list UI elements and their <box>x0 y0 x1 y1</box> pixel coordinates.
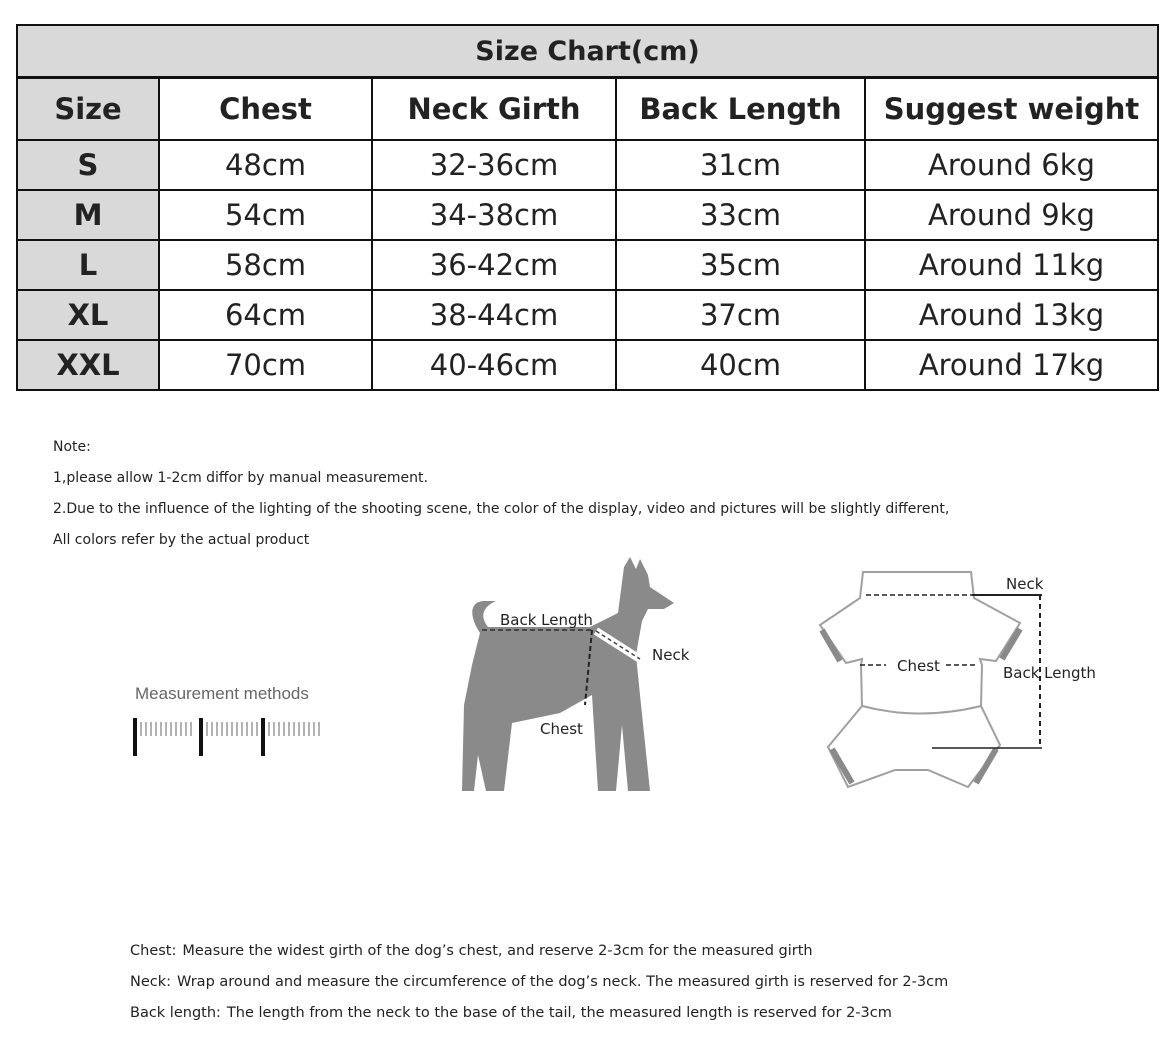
note-item: 1,please allow 1-2cm diffor by manual measurement. <box>53 470 428 486</box>
cell-neck-girth: 36-42cm <box>372 240 616 290</box>
definition-chest <box>130 936 948 967</box>
header-neck-girth: Neck Girth <box>372 78 616 141</box>
header-suggest-weight: Suggest weight <box>865 78 1158 141</box>
header-chest: Chest <box>159 78 372 141</box>
garment-diagram <box>800 565 1120 800</box>
table-row <box>17 340 1158 390</box>
garment-chest-label: Chest <box>897 657 940 675</box>
cell-size: XL <box>17 290 159 340</box>
definition-term: Back length: <box>130 1005 221 1021</box>
cell-chest: 58cm <box>159 240 372 290</box>
garment-back-length-label: Back Length <box>1003 664 1096 682</box>
cell-back-length: 31cm <box>616 140 865 190</box>
cell-size: L <box>17 240 159 290</box>
cell-back-length: 37cm <box>616 290 865 340</box>
size-chart-table <box>16 24 1159 391</box>
cell-suggest-weight: Around 17kg <box>865 340 1158 390</box>
definition-text: Wrap around and measure the circumference of the dog’s neck. The measured girth is reserved for 2-3cm <box>177 974 949 990</box>
measurement-definitions <box>130 936 948 1029</box>
cell-suggest-weight: Around 9kg <box>865 190 1158 240</box>
measurement-methods-label: Measurement methods <box>135 684 309 703</box>
cell-size: M <box>17 190 159 240</box>
cell-neck-girth: 34-38cm <box>372 190 616 240</box>
dog-chest-label: Chest <box>540 720 583 738</box>
cell-suggest-weight: Around 11kg <box>865 240 1158 290</box>
definition-term: Chest: <box>130 943 177 959</box>
note-item: 2.Due to the influence of the lighting of the shooting scene, the color of the display, video and pictures will be slightly different, <box>53 501 950 517</box>
cell-neck-girth: 32-36cm <box>372 140 616 190</box>
cell-neck-girth: 40-46cm <box>372 340 616 390</box>
cell-chest: 48cm <box>159 140 372 190</box>
table-header-row <box>17 78 1158 141</box>
table-row <box>17 190 1158 240</box>
cell-chest: 64cm <box>159 290 372 340</box>
dog-neck-label: Neck <box>652 646 690 664</box>
cell-suggest-weight: Around 6kg <box>865 140 1158 190</box>
definition-text: Measure the widest girth of the dog’s chest, and reserve 2-3cm for the measured girth <box>182 943 813 959</box>
cell-size: S <box>17 140 159 190</box>
cell-chest: 54cm <box>159 190 372 240</box>
cell-neck-girth: 38-44cm <box>372 290 616 340</box>
table-row <box>17 140 1158 190</box>
cell-chest: 70cm <box>159 340 372 390</box>
note-item: All colors refer by the actual product <box>53 532 310 548</box>
cell-back-length: 40cm <box>616 340 865 390</box>
header-back-length: Back Length <box>616 78 865 141</box>
definition-term: Neck: <box>130 974 172 990</box>
dog-diagram <box>440 555 720 800</box>
definition-text: The length from the neck to the base of the tail, the measured length is reserved for 2-3cm <box>226 1005 892 1021</box>
cell-back-length: 35cm <box>616 240 865 290</box>
ruler-icon <box>133 718 333 760</box>
table-row <box>17 290 1158 340</box>
garment-neck-label: Neck <box>1006 575 1044 593</box>
notes-heading: Note: <box>53 439 91 455</box>
header-size: Size <box>17 78 159 141</box>
definition-neck <box>130 967 948 998</box>
size-chart-title: Size Chart(cm) <box>17 25 1158 78</box>
dog-back-length-label: Back Length <box>500 611 593 629</box>
cell-suggest-weight: Around 13kg <box>865 290 1158 340</box>
cell-back-length: 33cm <box>616 190 865 240</box>
table-row <box>17 240 1158 290</box>
definition-back-length <box>130 998 948 1029</box>
notes-section <box>53 432 949 556</box>
cell-size: XXL <box>17 340 159 390</box>
dog-silhouette-icon <box>462 557 674 791</box>
